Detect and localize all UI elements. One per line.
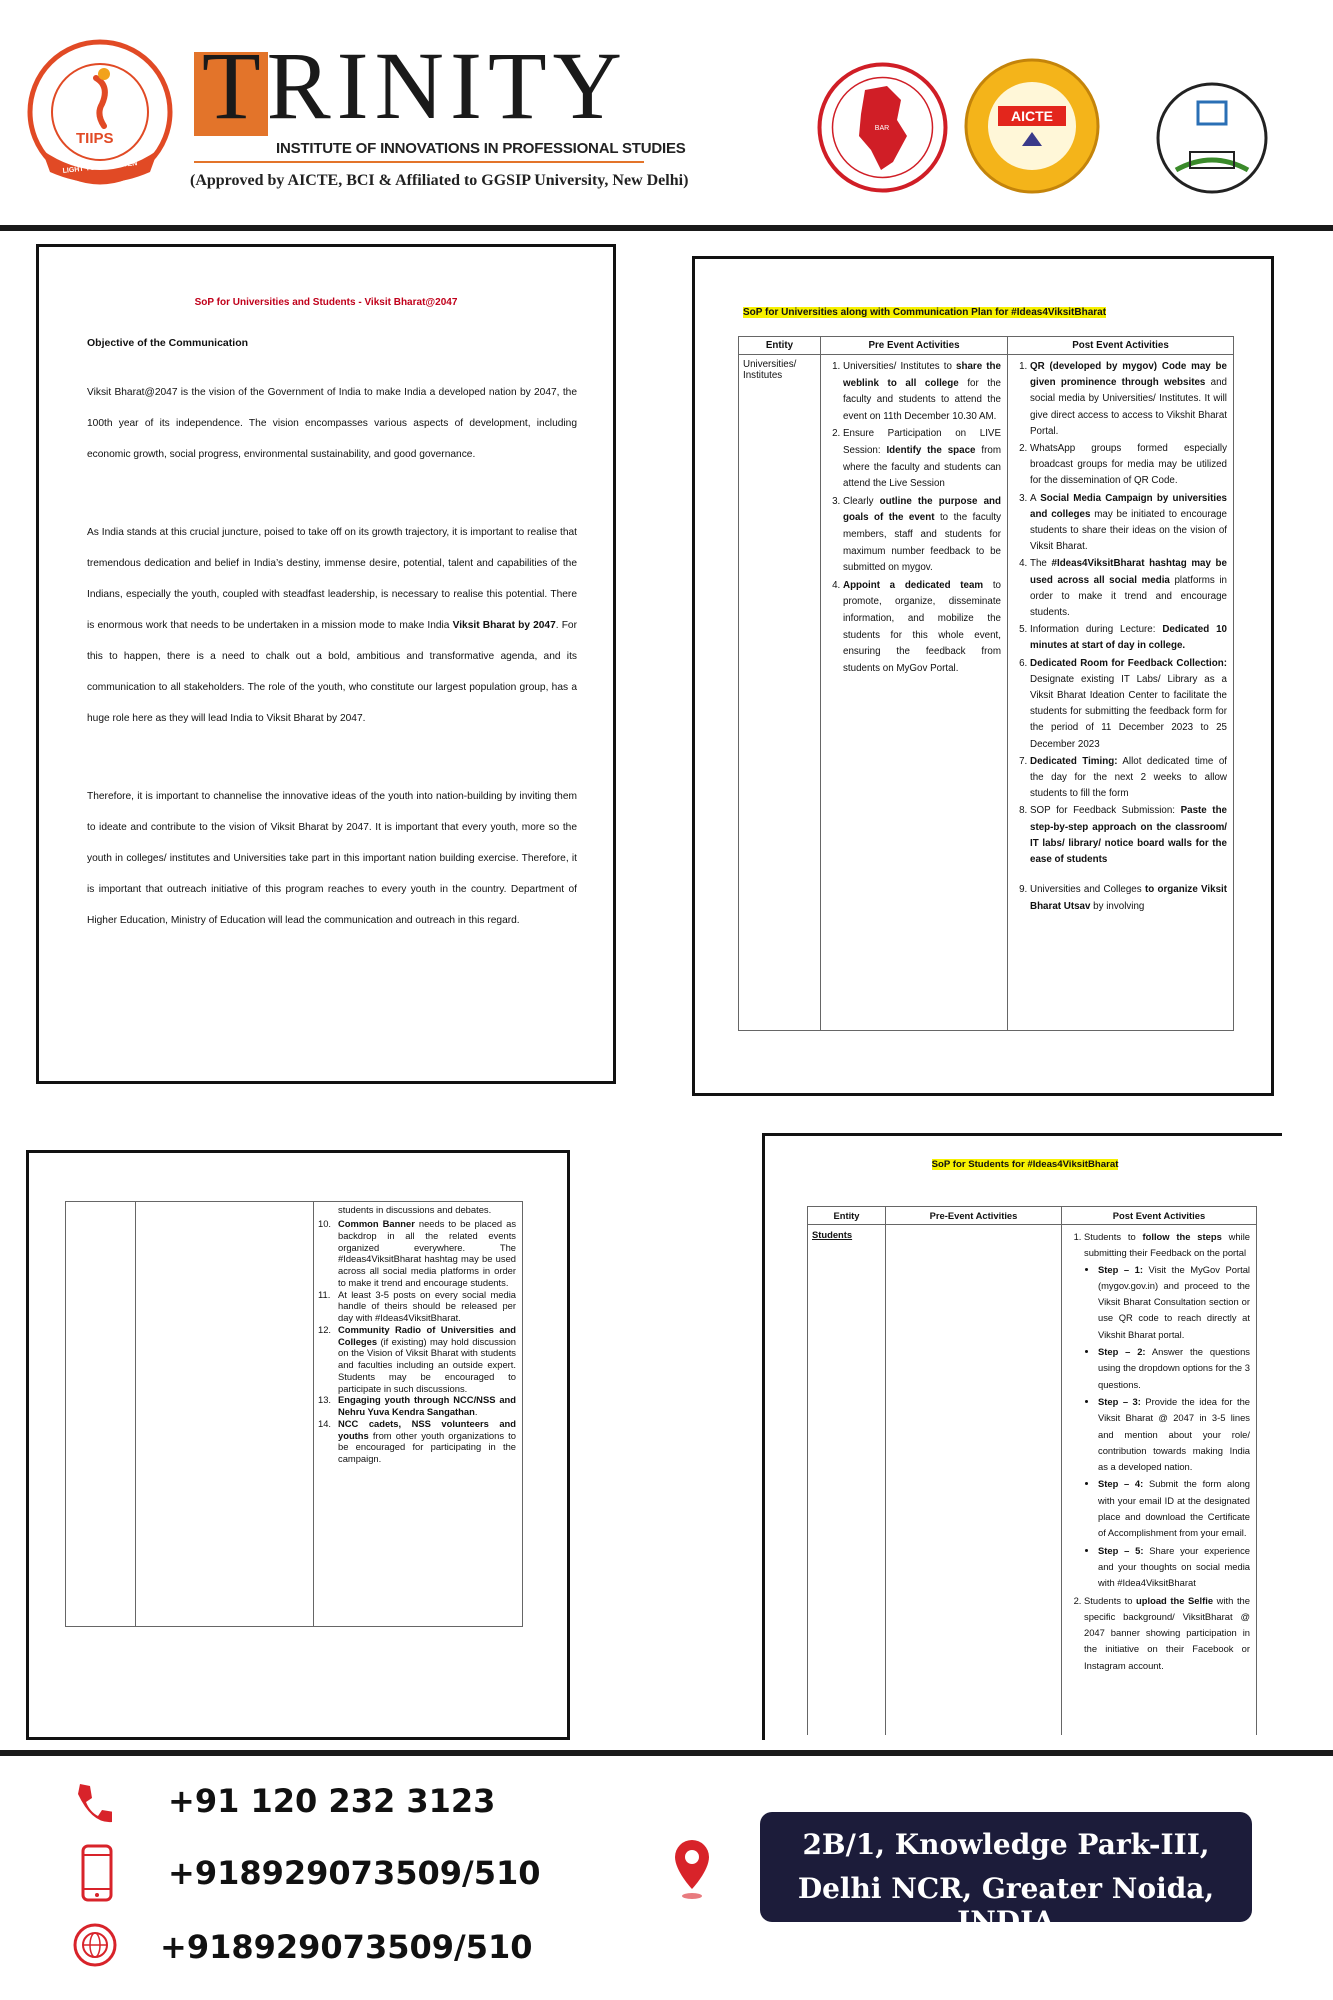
para2-text-c: . For this to happen, there is a need to chalk out a bold, ambitious and transformative agenda, and its communication to all stakeholders. The role of the youth, who constitute our largest population group, has a huge role here as they will lead India to Viksit Bharat by 2047.: [87, 620, 577, 724]
item-text-c: from where the faculty and students can attend the Live Session: [843, 444, 1001, 490]
svg-text:BAR: BAR: [874, 125, 890, 132]
post-cell: [1062, 1225, 1257, 1735]
list-item: [318, 1289, 516, 1324]
list-item: [1098, 1476, 1250, 1541]
page1-title: SoP for Universities and Students - Viksit Bharat@2047: [194, 297, 458, 308]
header-divider: [0, 225, 1333, 231]
page1-paragraph-1: Viksit Bharat@2047 is the vision of the Government of India to make India a developed nation by 2047, the 100th year of its independence. The vision encompasses various aspects of development, including economic growth, social progress, environmental sustainability, and good governance.: [87, 387, 577, 460]
wordmark-text: TRINITY: [202, 32, 628, 139]
col-post: Post Event Activities: [1008, 337, 1234, 355]
pre-cell: [136, 1202, 314, 1627]
item-body: [338, 1289, 516, 1324]
item-text-c: platforms in order to make it trend and encourage students.: [1030, 574, 1228, 619]
steps-sublist: [1084, 1262, 1250, 1592]
step-label: Step – 5:: [1098, 1544, 1144, 1556]
item-number: 12.: [318, 1323, 332, 1335]
item-bold: share the weblink to all college: [843, 361, 1001, 389]
item-body: [338, 1394, 516, 1418]
item-text-a: SOP for Feedback Submission:: [1030, 805, 1181, 817]
table-row: [739, 355, 1234, 1031]
col-entity: Entity: [808, 1207, 886, 1225]
item-bold: Engaging youth through NCC/NSS and Nehru Yuva Kendra Sangathan: [338, 1394, 516, 1417]
list-item: [843, 494, 1001, 577]
entity-cell: [808, 1225, 886, 1735]
item-number: 10.: [318, 1218, 332, 1229]
list-item: [1030, 556, 1227, 621]
item-text-a: The: [1030, 558, 1052, 570]
post-cell: [1008, 355, 1234, 1031]
address-line-1: 2B/1, Knowledge Park-III,: [802, 1828, 1210, 1861]
institute-name: INSTITUTE OF INNOVATIONS IN PROFESSIONAL STUDIES: [276, 140, 686, 157]
list-item: [1098, 1262, 1250, 1343]
tiips-seal-logo: [26, 38, 174, 186]
page4-title: [765, 1159, 1285, 1170]
post-cell: [314, 1202, 523, 1627]
item-text-c: by involving: [1090, 900, 1145, 912]
item-bold: to organize Viksit Bharat Utsav: [1030, 884, 1228, 912]
seal-abbr: TIIPS: [76, 130, 114, 147]
item-text-c: needs to be placed as backdrop in all the related events organized everywhere. The #Ideas4ViksitBharat hashtag may be used across all social media platforms in order to make it trend and encourage students.: [338, 1218, 517, 1288]
phone-number-3[interactable]: +918929073509/510: [160, 1928, 533, 1966]
item-body: [338, 1324, 516, 1395]
list-item: [1098, 1394, 1250, 1475]
table-header-row: [739, 337, 1234, 355]
item2-text-c: with the specific background/ ViksitBharat @ 2047 banner showing participation in the initiative on their Facebook or Instagram account.: [1084, 1594, 1250, 1671]
page1-paragraph-3: Therefore, it is important to channelise the innovative ideas of the youth into nation-building by inviting them to ideate and contribute to the vision of Viksit Bharat by 2047. It is important that every youth, more so the youth in colleges/ institutes and Universities take part in this important nation building exercise. Therefore, it is important that outreach initiative of this program reaches to every youth in the country. Department of Higher Education, Ministry of Education will lead the communication and outreach in this regard.: [87, 791, 577, 926]
globe-icon: [72, 1922, 118, 1968]
item-text-a: Ensure Participation on LIVE Session:: [843, 428, 1001, 456]
phone-icon: [72, 1780, 112, 1826]
trinity-wordmark: [194, 32, 644, 139]
phone-number-1[interactable]: +91 120 232 3123: [168, 1782, 496, 1820]
svg-text:AICTE: AICTE: [1011, 108, 1053, 124]
approval-note: (Approved by AICTE, BCI & Affiliated to GGSIP University, New Delhi): [190, 172, 689, 189]
list-item: [318, 1394, 516, 1418]
item1-text-a: Students to: [1084, 1231, 1143, 1242]
col-pre: Pre Event Activities: [821, 337, 1008, 355]
location-pin-icon: [672, 1838, 712, 1902]
page2-title: [743, 307, 1106, 318]
item-text-c: from other youth organizations to be encouraged for participating in the campaign.: [338, 1429, 516, 1464]
list-item: [1030, 441, 1227, 490]
step-text: Answer the questions using the dropdown options for the 3 questions.: [1098, 1346, 1250, 1390]
item2-bold: upload the Selfie: [1136, 1594, 1214, 1606]
item-text-a: Clearly: [843, 495, 880, 507]
pre-cell: [886, 1225, 1062, 1735]
para2-text-a: As India stands at this crucial juncture, poised to take off on its growth trajectory, it is important to realise that tremendous dedication and belief in India’s destiny, immense desire, potential, talent and capabilities of the Indians, especially the youth, coupled with steadfast leadership, is necessary to realise this potential. There is enormous work that needs to be undertaken in a mission mode to make India: [87, 527, 577, 631]
step-text: Visit the MyGov Portal (mygov.gov.in) and proceed to the Viksit Bharat Consultation section or use QR code to reach directly at Vikshit Bharat portal.: [1098, 1263, 1250, 1340]
step-label: Step – 4:: [1098, 1478, 1144, 1490]
col-entity: Entity: [739, 337, 821, 355]
item-body: [338, 1418, 516, 1465]
mobile-icon: [80, 1843, 114, 1903]
item-text-a: Universities and Colleges: [1030, 884, 1145, 896]
item-bold: #Ideas4ViksitBharat hashtag may be used across all social media: [1030, 558, 1227, 586]
item-text-a: Universities/ Institutes to: [843, 361, 957, 372]
page4-title-text: SoP for Students for #Ideas4ViksitBharat: [931, 1159, 1119, 1170]
list-item: [1030, 656, 1227, 753]
item-text-a: A: [1030, 492, 1041, 504]
list-item: [318, 1324, 516, 1395]
pre-activities-list: [823, 359, 1001, 677]
page2-activity-table: [738, 336, 1234, 1031]
aicte-badge: [962, 56, 1102, 196]
list-item: [1030, 491, 1227, 556]
entity-students: Students: [812, 1229, 853, 1240]
list-item: [1030, 359, 1227, 440]
item-body: [338, 1218, 516, 1289]
list-item: [1098, 1543, 1250, 1592]
item-text-a: At least 3-5 posts on every social media handle of theirs should be released per day with #Ideas4ViksitBharat.: [338, 1288, 516, 1323]
list-item: [1098, 1344, 1250, 1393]
post-activities-list: [1010, 359, 1227, 915]
item-text-c: for the faculty and students to attend the event on 11th December 10.30 AM.: [843, 377, 1001, 422]
document-page-2: [692, 256, 1274, 1096]
page1-heading: Objective of the Communication: [87, 337, 249, 349]
item-text-c: may be initiated to encourage students to share their ideas on the vision of Viksit Bharat.: [1030, 508, 1227, 553]
document-page-3: [26, 1150, 570, 1740]
item-text-c: to the faculty members, staff and students for maximum number feedback to be submitted on mygov.: [843, 512, 1001, 574]
list-item: [1084, 1593, 1250, 1674]
institute-underline: [194, 161, 644, 163]
item-bold: Social Media Campaign by universities and colleges: [1030, 492, 1227, 520]
para2-bold: Viksit Bharat by 2047: [452, 620, 556, 631]
page3-activity-table: [65, 1201, 523, 1627]
page4-activity-table: [807, 1206, 1257, 1735]
list-item: [1030, 803, 1227, 868]
page1-paragraph-2: [87, 517, 577, 734]
item-bold: NCC cadets, NSS volunteers and youths: [338, 1417, 516, 1441]
address-box: [760, 1812, 1252, 1938]
item-bold: Dedicated Room for Feedback Collection:: [1030, 657, 1227, 669]
item-text-c: and social media by Universities/ Institutes. It will give direct access to access to Vikshit Bharat Portal.: [1030, 377, 1227, 437]
list-item: [843, 359, 1001, 425]
entity-cell: Universities/ Institutes: [739, 355, 821, 1031]
step-label: Step – 1:: [1098, 1263, 1143, 1275]
item-number: 13.: [318, 1394, 332, 1406]
item-bold: Dedicated Timing:: [1030, 755, 1118, 767]
entity-cell: [66, 1202, 136, 1627]
page2-title-text: SoP for Universities along with Communication Plan for #Ideas4ViksitBharat: [743, 307, 1107, 318]
col-post: Post Event Activities: [1062, 1207, 1257, 1225]
step-text: Submit the form along with your email ID at the designated place and download the Certificate of Accomplishment from your email.: [1098, 1478, 1250, 1539]
ggsipu-badge: [1142, 60, 1282, 200]
continued-line: students in discussions and debates.: [338, 1204, 492, 1215]
item-bold: outline the purpose and goals of the event: [843, 495, 1001, 524]
item-text-c: (if existing) may hold discussion on the Vision of Viksit Bharat with students and faculties including an outside expert. Students may be encouraged to participate in such discussions.: [338, 1335, 516, 1394]
col-pre: Pre-Event Activities: [886, 1207, 1062, 1225]
student-steps-list: [1064, 1229, 1250, 1674]
list-item: [1030, 622, 1227, 654]
item1-text-c: while submitting their Feedback on the portal: [1084, 1231, 1250, 1259]
document-page-1: [36, 244, 616, 1084]
item2-text-a: Students to: [1084, 1594, 1137, 1606]
table-row: [66, 1202, 523, 1627]
item-bold: Appoint a dedicated team: [843, 579, 984, 591]
item1-bold: follow the steps: [1142, 1231, 1222, 1242]
item-text-c: to promote, organize, disseminate information, and mobilize the students for this whole event, ensuring the feedback from students on MyGov Portal.: [843, 579, 1001, 674]
item-text-a: WhatsApp groups formed especially broadcast groups for media may be utilized for the dissemination of QR Code.: [1030, 443, 1227, 487]
list-item: [1030, 754, 1227, 803]
item-bold: Paste the step-by-step approach on the classroom/ IT labs/ library/ notice board walls for the ease of students: [1030, 805, 1227, 866]
bar-council-badge: [815, 60, 950, 195]
step-label: Step – 3:: [1098, 1395, 1141, 1407]
item-text-c: .: [474, 1406, 478, 1417]
pre-cell: [821, 355, 1008, 1031]
step-text: Provide the idea for the Viksit Bharat @ 2047 in 3-5 lines and mention about your role/ contribution towards making India as a developed nation.: [1098, 1395, 1251, 1473]
step-label: Step – 2:: [1098, 1346, 1146, 1358]
list-item: [318, 1218, 516, 1289]
list-item: [1030, 882, 1227, 914]
address-line-2: Delhi NCR, Greater Noida, INDIA: [797, 1872, 1215, 1938]
footer-divider: [0, 1750, 1333, 1756]
item-number: 14.: [318, 1417, 332, 1429]
item-number: 11.: [318, 1288, 331, 1300]
page-header: [0, 0, 1333, 230]
item-bold: Identify the space: [886, 444, 976, 456]
list-item: [843, 426, 1001, 492]
phone-number-2[interactable]: +918929073509/510: [168, 1854, 541, 1892]
item-bold: QR (developed by mygov) Code may be given prominence through websites: [1030, 361, 1227, 389]
document-page-4: [762, 1133, 1282, 1740]
item-text-c: Allot dedicated time of the day for the next 2 weeks to allow students to fill the form: [1030, 755, 1227, 800]
list-item: [1084, 1229, 1250, 1592]
item-bold: Dedicated 10 minutes at start of day in college.: [1030, 624, 1227, 652]
item-bold: Community Radio of Universities and Colleges: [338, 1323, 516, 1347]
item-text-a: Information during Lecture:: [1030, 624, 1163, 636]
continued-list: [318, 1218, 516, 1465]
table-row: [808, 1225, 1257, 1735]
item-bold: Common Banner: [338, 1218, 415, 1229]
step-text: Share your experience and your thoughts on social media with #Idea4ViksitBharat: [1098, 1544, 1250, 1589]
page-footer: [0, 1750, 1333, 2000]
list-item: [318, 1418, 516, 1465]
table-header-row: [808, 1207, 1257, 1225]
seal-tagline: LIGHT TO ENLIGHTEN: [62, 160, 138, 175]
item-text-c: Designate existing IT Labs/ Library as a Viksit Bharat Ideation Center to facilitate the students for submitting the feedback form for the period of 11 December 2023 to 25 December 2023: [1030, 673, 1227, 750]
list-item: [843, 578, 1001, 678]
